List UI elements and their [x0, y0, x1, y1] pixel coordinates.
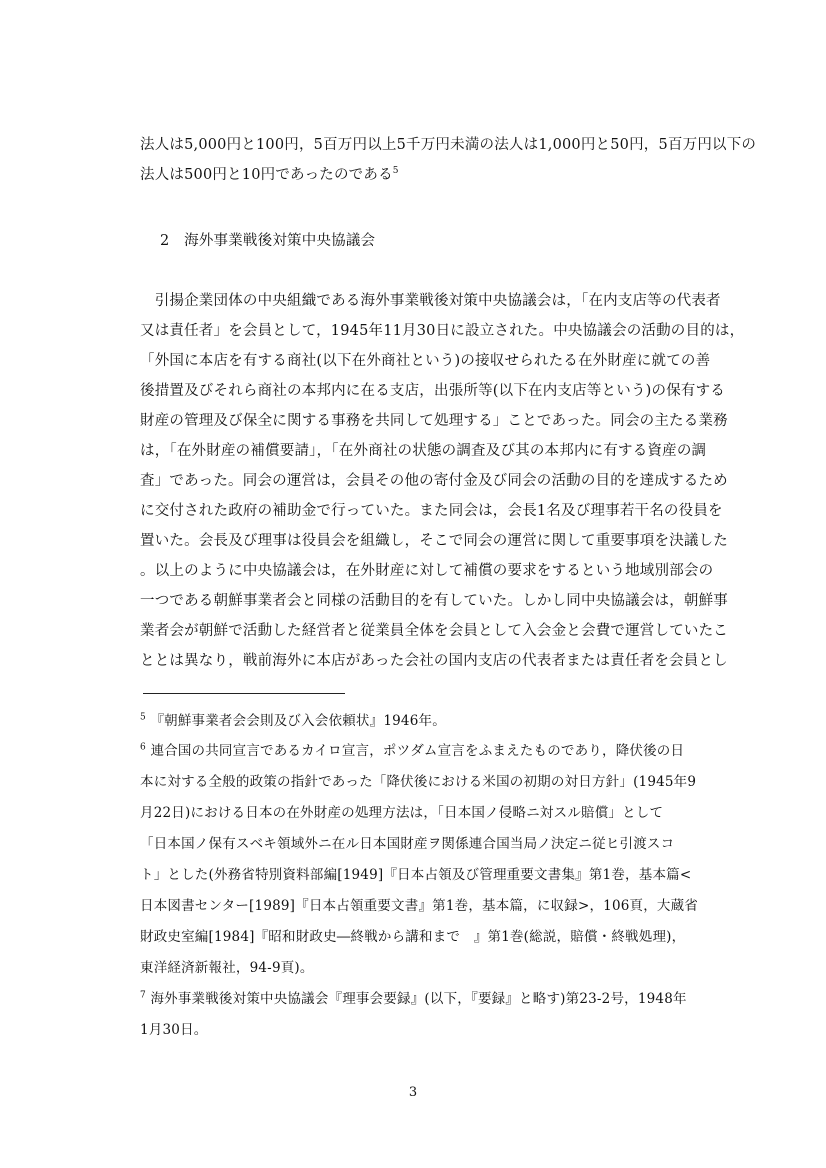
footnote-ref: 5 — [392, 166, 399, 177]
footnote-line: 東洋経済新報社，94-9頁)。 — [140, 960, 314, 976]
footnote-number: 6 — [140, 742, 146, 753]
footnote-separator — [143, 693, 345, 694]
paragraph-line: 業者会が朝鮮で活動した経営者と従業員全体を会員として入会金と会費で運営していたこ — [140, 623, 728, 639]
footnote-line: 財政史室編[1984]『昭和財政史―終戦から講和まで 』第1巻(総説，賠償・終戦処理)， — [140, 929, 686, 945]
paragraph-line: 又は責任者」を会員として，1945年11月30日に設立された。中央協議会の活動の目的は， — [140, 323, 745, 339]
body-line: 法人は500円と10円であったのである$^5$ — [140, 166, 399, 183]
paragraph-line: 財産の管理及び保全に関する事務を共同して処理する」ことであった。同会の主たる業務 — [140, 413, 728, 429]
paragraph-line: 査」であった。同会の運営は，会員その他の寄付金及び同会の活動の目的を達成するため — [140, 473, 728, 489]
section-heading: 2 海外事業戦後対策中央協議会 — [160, 233, 376, 249]
page-number: 3 — [408, 1085, 418, 1100]
footnote-7: $^7$ 海外事業戦後対策中央協議会『理事会要録』(以下，『要録』と略す)第23-2号，1948年 — [140, 990, 687, 1007]
body-line: 法人は5,000円と100円，5百万円以上5千万円未満の法人は1,000円と50円，5百万円以下の — [140, 137, 757, 153]
footnote-line: 日本図書センター[1989]『日本占領重要文書』第1巻，基本篇，に収録>，106頁，大蔵省 — [140, 898, 699, 914]
footnote-line: 1月30日。 — [140, 1022, 208, 1038]
paragraph-line: 置いた。会長及び理事は役員会を組織し，そこで同会の運営に関して重要事項を決議した — [140, 533, 728, 549]
footnote-line: ト」とした(外務省特別資料部編[1949]『日本占領及び管理重要文書集』第1巻，基本篇< — [140, 867, 692, 883]
footnote-line: 本に対する全般的政策の指針であった「降伏後における米国の初期の対日方針」(1945年9 — [140, 774, 697, 790]
footnote-line: 月22日)における日本の在外財産の処理方法は，「日本国ノ侵略ニ対スル賠償」として — [140, 805, 664, 821]
paragraph-line: に交付された政府の補助金で行っていた。また同会は，会長1名及び理事若干名の役員を — [140, 503, 723, 519]
paragraph-line: 後措置及びそれら商社の本邦内に在る支店，出張所等(以下在内支店等という)の保有する — [140, 383, 726, 399]
paragraph-line: は，「在外財産の補償要請」，「在外商社の状態の調査及び其の本邦内に有する資産の調 — [140, 443, 707, 459]
paragraph-line: 「外国に本店を有する商社(以下在外商社という)の接収せられたる在外財産に就ての善 — [140, 353, 711, 369]
paragraph-line: ととは異なり，戦前海外に本店があった会社の国内支店の代表者または責任者を会員とし — [140, 653, 728, 669]
footnote-number: 5 — [140, 712, 146, 723]
paragraph-line: 引揚企業団体の中央組織である海外事業戦後対策中央協議会は，「在内支店等の代表者 — [140, 293, 721, 309]
footnote-5: $^5$ 『朝鮮事業者会会則及び入会依頼状』1946年。 — [140, 712, 446, 729]
footnote-line: 「日本国ノ保有スベキ領域外ニ在ル日本国財産ヲ関係連合国当局ノ決定ニ従ヒ引渡スコ — [140, 836, 675, 852]
paragraph-line: 。以上のように中央協議会は，在外財産に対して補償の要求をするという地域別部会の — [140, 563, 714, 579]
footnote-number: 7 — [140, 990, 146, 1001]
footnote-6: $^6$ 連合国の共同宣言であるカイロ宣言，ポツダム宣言をふまえたものであり，降伏後の日 — [140, 742, 685, 759]
paragraph-line: 一つである朝鮮事業者会と同様の活動目的を有していた。しかし同中央協議会は，朝鮮事 — [140, 593, 728, 609]
